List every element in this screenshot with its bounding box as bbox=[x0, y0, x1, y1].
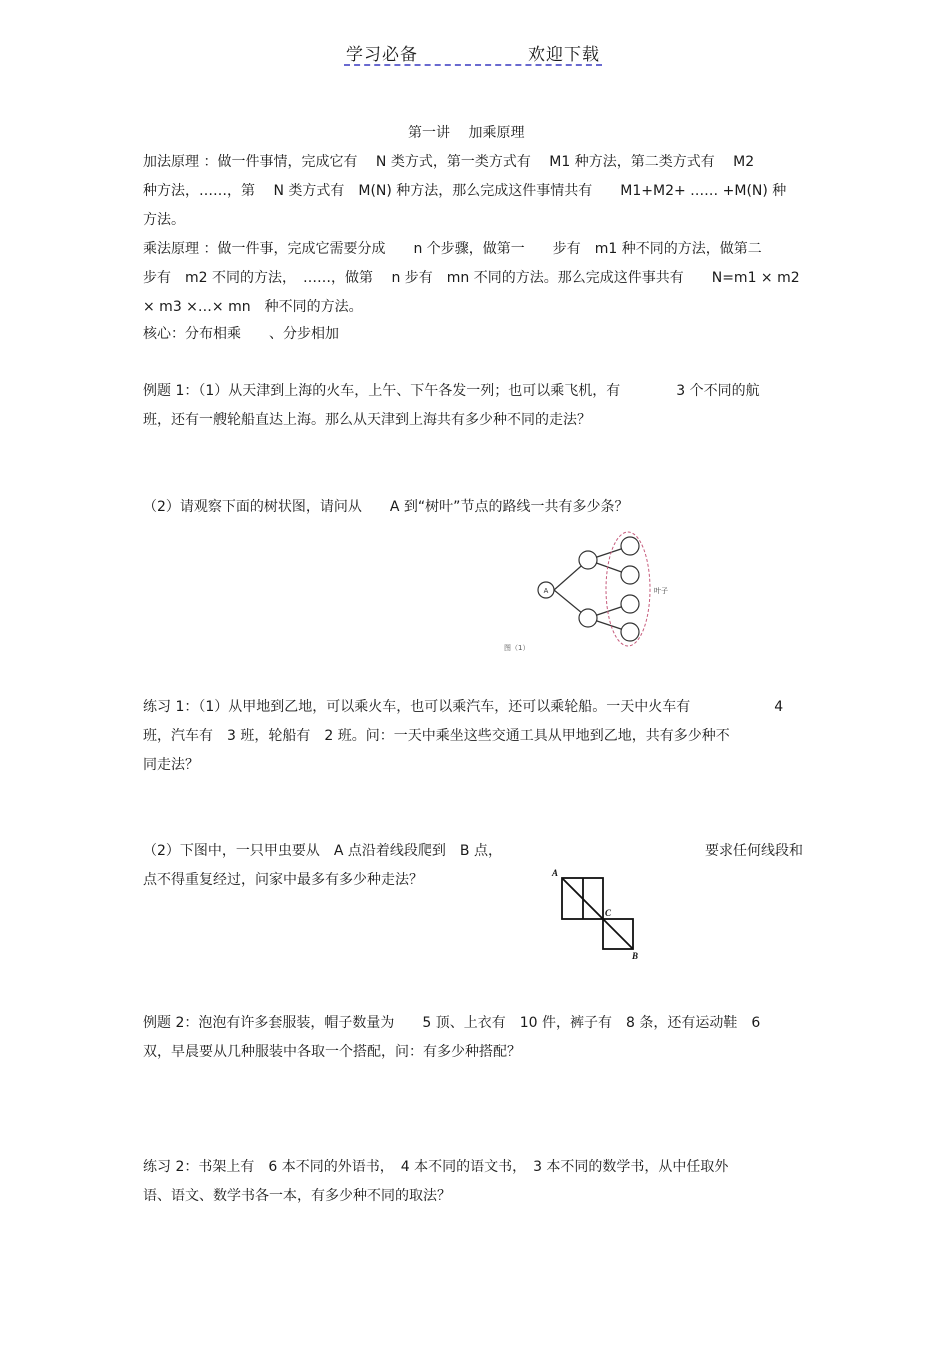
text-line: 方法。 bbox=[143, 212, 185, 228]
tree-node bbox=[579, 609, 597, 627]
tree-root-label: A bbox=[543, 588, 549, 595]
header-right: 欢迎下载 bbox=[528, 45, 600, 65]
leaf-label: 叶子 bbox=[654, 587, 668, 595]
text-line: × m3 ×…× mn 种不同的方法。 bbox=[143, 299, 363, 315]
point-a-label: A bbox=[552, 868, 559, 878]
header-left: 学习必备 bbox=[346, 45, 418, 65]
text-line: （2）下图中，一只甲虫要从 A 点沿着线段爬到 B 点， 要求任何线段和 bbox=[143, 843, 803, 859]
point-c-label: C bbox=[605, 908, 612, 918]
text-line: 语、语文、数学书各一本，有多少种不同的取法？ bbox=[143, 1188, 451, 1204]
text-line: 种方法，……，第 N 类方式有 M(N) 种方法，那么完成这件事情共有 M1+M2+ …… +M(N) 种 bbox=[143, 183, 787, 199]
text-line: 同走法？ bbox=[143, 757, 199, 773]
text-line: 乘法原理 ：做一件事，完成它需要分成 n 个步骤，做第一 步有 m1 种不同的方法，做第二 bbox=[143, 241, 762, 257]
text-line: 练习 2：书架上有 6 本不同的外语书， 4 本不同的语文书， 3 本不同的数学书，从中任取外 bbox=[143, 1159, 729, 1175]
tree-leaf-node bbox=[621, 595, 639, 613]
page-header bbox=[346, 40, 600, 65]
text-line: 点不得重复经过，问家中最多有多少种走法？ bbox=[143, 872, 423, 888]
tree-leaf-node bbox=[621, 623, 639, 641]
text-line: 核心：分布相乘 、分步相加 bbox=[143, 326, 339, 342]
grid-path-diagram bbox=[548, 864, 648, 964]
text-line: 例题 2：泡泡有许多套服装，帽子数量为 5 顶、上衣有 10 件，裤子有 8 条，还有运动鞋 6 bbox=[143, 1015, 761, 1031]
text-line: 步有 m2 不同的方法， ……，做第 n 步有 mn 不同的方法。那么完成这件事共有 N=m1 × m2 bbox=[143, 270, 800, 286]
figure-caption: 图（1） bbox=[504, 644, 530, 652]
text-line: （2）请观察下面的树状图，请问从 A 到“树叶”节点的路线一共有多少条？ bbox=[143, 499, 629, 515]
header-rule bbox=[344, 64, 602, 66]
tree-diagram bbox=[500, 528, 680, 658]
tree-node bbox=[579, 551, 597, 569]
tree-leaf-node bbox=[621, 566, 639, 584]
text-line: 加法原理 ：做一件事情，完成它有 N 类方式，第一类方式有 M1 种方法，第二类方式有 M2 bbox=[143, 154, 755, 170]
text-line: 班，汽车有 3 班，轮船有 2 班。问：一天中乘坐这些交通工具从甲地到乙地，共有多少种不 bbox=[143, 728, 730, 744]
point-b-label: B bbox=[632, 951, 639, 961]
text-line: 双，早晨要从几种服装中各取一个搭配，问：有多少种搭配？ bbox=[143, 1044, 521, 1060]
text-line: 例题 1：（1）从天津到上海的火车，上午、下午各发一列；也可以乘飞机，有 3 个不同的航 bbox=[143, 383, 760, 399]
text-line: 练习 1：（1）从甲地到乙地，可以乘火车，也可以乘汽车，还可以乘轮船。一天中火车有 4 bbox=[143, 699, 784, 715]
lecture-title: 第一讲 加乘原理 bbox=[408, 125, 525, 141]
tree-leaf-node bbox=[621, 537, 639, 555]
text-line: 班，还有一艘轮船直达上海。那么从天津到上海共有多少种不同的走法？ bbox=[143, 412, 591, 428]
